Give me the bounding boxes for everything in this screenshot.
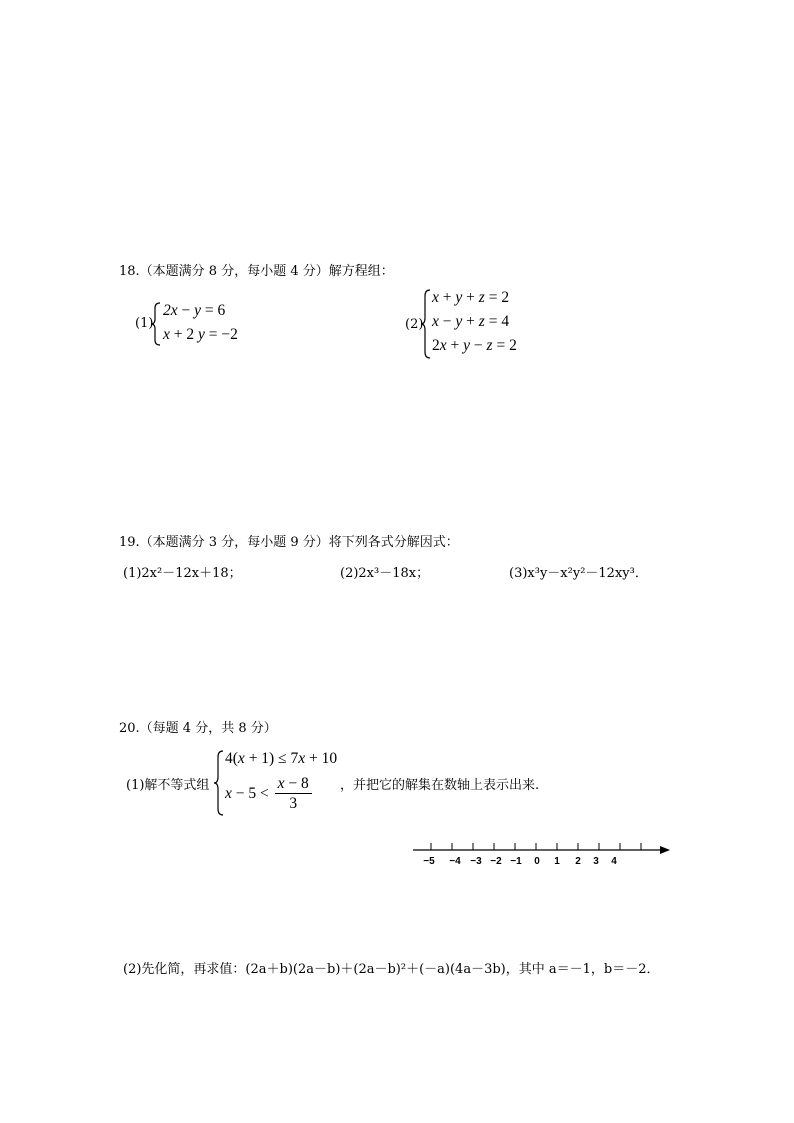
q18-part1-eq1: 2x − y = 6 [163, 302, 226, 319]
q19-item-3: (3)x³y－x²y²－12xy³． [509, 566, 648, 581]
q20-part1-inequality-2: x − 5 < $\frac{x - 8}{3}$ [225, 775, 312, 813]
fraction: $\frac{x - 8}{3}$ [275, 775, 312, 813]
q19-item-1: (1)2x²－12x＋18； [123, 566, 242, 581]
q19-title: 19.（本题满分 3 分，每小题 9 分）将下列各式分解因式： [119, 535, 459, 550]
q20-part1-suffix: ，并把它的解集在数轴上表示出来. [340, 778, 540, 793]
q18-part2-eq2: x − y + z = 4 [432, 313, 510, 330]
tick-label-3: 3 [593, 856, 599, 867]
q20-part1-inequality-1: 4(x + 1) ≤ 7x + 10 [225, 750, 338, 767]
tick-label-minus-2: −2 [490, 856, 502, 867]
tick-label-1: 1 [554, 856, 560, 867]
tick-label-2: 2 [575, 856, 581, 867]
q20-part1-brace [213, 750, 225, 816]
q20-part1-label: (1)解不等式组 [126, 778, 210, 793]
tick-label-minus-5: −5 [423, 856, 435, 867]
q18-title: 18.（本题满分 8 分，每小题 4 分）解方程组： [119, 264, 394, 279]
q18-part2-brace [420, 289, 432, 359]
q20-title: 20.（每题 4 分，共 8 分） [119, 721, 277, 736]
number-line [410, 838, 674, 858]
q18-part2-eq1: x + y + z = 2 [432, 289, 510, 306]
tick-label-minus-1: −1 [510, 856, 522, 867]
q18-part1-label: (1) [135, 316, 154, 331]
tick-label-minus-3: −3 [470, 856, 482, 867]
q18-part1-brace [150, 302, 162, 346]
q18-part2-eq3: 2x + y − z = 2 [432, 337, 517, 354]
q19-item-2: (2)2x³－18x； [340, 566, 430, 581]
tick-label-minus-4: −4 [449, 856, 461, 867]
tick-label-0: 0 [534, 856, 540, 867]
q20-part2-text: (2)先化简，再求值：(2a＋b)(2a－b)＋(2a－b)²＋(－a)(4a－3b)，其中 a＝－1，b＝－2． [123, 962, 660, 977]
tick-label-4: 4 [611, 856, 617, 867]
q18-part1-eq2: x + 2 y = −2 [163, 326, 238, 343]
q18-part2-label: (2) [405, 317, 424, 332]
